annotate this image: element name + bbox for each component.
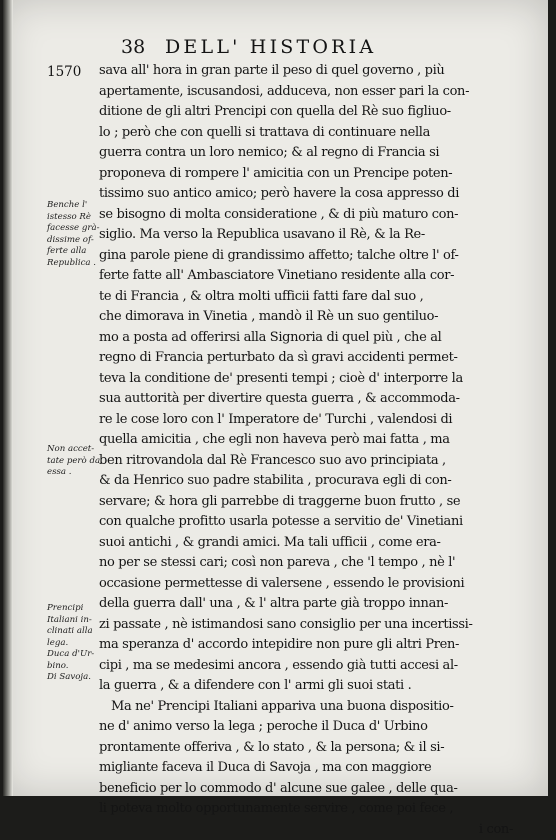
text-line: te di Francia , & oltra molti ufficii fatti fare dal suo , [99, 287, 519, 308]
text-line: della guerra dall' una , & l' altra parte già troppo innan- [99, 594, 519, 615]
text-line: beneficio per lo commodo d' alcune sue galee , delle qua- [99, 779, 519, 800]
text-line: la guerra , & a difendere con l' armi gli suoi stati . [99, 676, 519, 697]
margin-note-line: bino. [47, 661, 105, 673]
text-line: ditione de gli altri Prencipi con quella del Rè suo figliuo- [99, 102, 519, 123]
margin-note-line: facesse grà- [47, 223, 105, 235]
margin-note-line: Non accet- [47, 444, 105, 456]
margin-note-line: essa . [47, 467, 105, 479]
text-line: teva la conditione de' presenti tempi ; cioè d' interporre la [99, 369, 519, 390]
text-line: zi passate , nè istimandosi sano consiglio per una incertissi- [99, 615, 519, 636]
margin-note-line: istesso Rè [47, 212, 105, 224]
margin-note-line: Di Savoja. [47, 672, 105, 684]
text-line: sava all' hora in gran parte il peso di quel governo , più [99, 61, 519, 82]
page-gutter [3, 0, 13, 796]
text-line: Ma ne' Prencipi Italiani appariva una buona dispositio- [99, 697, 519, 718]
margin-note-line: Duca d'Ur- [47, 649, 105, 661]
text-line: siglio. Ma verso la Republica usavano il Rè, & la Re- [99, 225, 519, 246]
text-line: migliante faceva il Duca di Savoja , ma con maggiore [99, 758, 519, 779]
margin-note-line: ferte alla [47, 246, 105, 258]
margin-note [47, 200, 105, 269]
text-line: prontamente offeriva , & lo stato , & la persona; & il si- [99, 738, 519, 759]
margin-note [47, 444, 105, 479]
text-line: no per se stessi cari; così non pareva , che 'l tempo , nè l' [99, 553, 519, 574]
text-line: tissimo suo antico amico; però havere la cosa appresso di [99, 184, 519, 205]
text-line: guerra contra un loro nemico; & al regno di Francia si [99, 143, 519, 164]
margin-year: 1570 [47, 64, 81, 80]
text-line: suoi antichi , & grandi amici. Ma tali ufficii , come era- [99, 533, 519, 554]
text-line: mo a posta ad offerirsi alla Signoria di quel più , che al [99, 328, 519, 349]
margin-note-line: Benche l' [47, 200, 105, 212]
text-line: ma speranza d' accordo intepidire non pure gli altri Pren- [99, 635, 519, 656]
margin-note-line: Prencipi [47, 603, 105, 615]
margin-note [47, 603, 105, 684]
text-line: che dimorava in Vinetia , mandò il Rè un suo gentiluo- [99, 307, 519, 328]
book-page [3, 0, 548, 796]
text-line: con qualche profitto usarla potesse a servitio de' Vinetiani [99, 512, 519, 533]
text-line: ben ritrovandola dal Rè Francesco suo avo principiata , [99, 451, 519, 472]
page-number: 38 [121, 36, 145, 58]
text-line: quella amicitia , che egli non haveva però mai fatta , ma [99, 430, 519, 451]
text-line: & da Henrico suo padre stabilita , procurava egli di con- [99, 471, 519, 492]
text-line: sua auttorità per divertire questa guerra , & accommoda- [99, 389, 519, 410]
text-line: lo ; però che con quelli si trattava di continuare nella [99, 123, 519, 144]
margin-note-line: clinati alla [47, 626, 105, 638]
margin-note-line: Italiani in- [47, 615, 105, 627]
margin-note-line: tate però da [47, 456, 105, 468]
text-line: regno di Francia perturbato da sì gravi accidenti permet- [99, 348, 519, 369]
margin-note-line: Republica . [47, 258, 105, 270]
text-line: gina parole piene di grandissimo affetto; talche oltre l' of- [99, 246, 519, 267]
text-line: cipi , ma se medesimi ancora , essendo già tutti accesi al- [99, 656, 519, 677]
running-title: DELL' HISTORIA [165, 36, 376, 58]
text-line: li poteva molto opportunamente servire , come poi fece , [99, 799, 519, 820]
page-header [3, 36, 548, 60]
margin-note-line: dissime of- [47, 235, 105, 247]
body-text [99, 61, 519, 840]
text-line: proponeva di rompere l' amicitia con un Prencipe poten- [99, 164, 519, 185]
text-line: re le cose loro con l' Imperatore de' Turchi , valendosi di [99, 410, 519, 431]
text-line: apertamente, iscusandosi, adduceva, non esser pari la con- [99, 82, 519, 103]
text-line: occasione permettesse di valersene , essendo le provisioni [99, 574, 519, 595]
text-line: se bisogno di molta consideratione , & di più maturo con- [99, 205, 519, 226]
text-line: ne d' animo verso la lega ; peroche il Duca d' Urbino [99, 717, 519, 738]
catchword: i con- [99, 820, 519, 840]
text-line: ferte fatte all' Ambasciatore Vinetiano residente alla cor- [99, 266, 519, 287]
margin-note-line: lega. [47, 638, 105, 650]
text-line: servare; & hora gli parrebbe di traggerne buon frutto , se [99, 492, 519, 513]
